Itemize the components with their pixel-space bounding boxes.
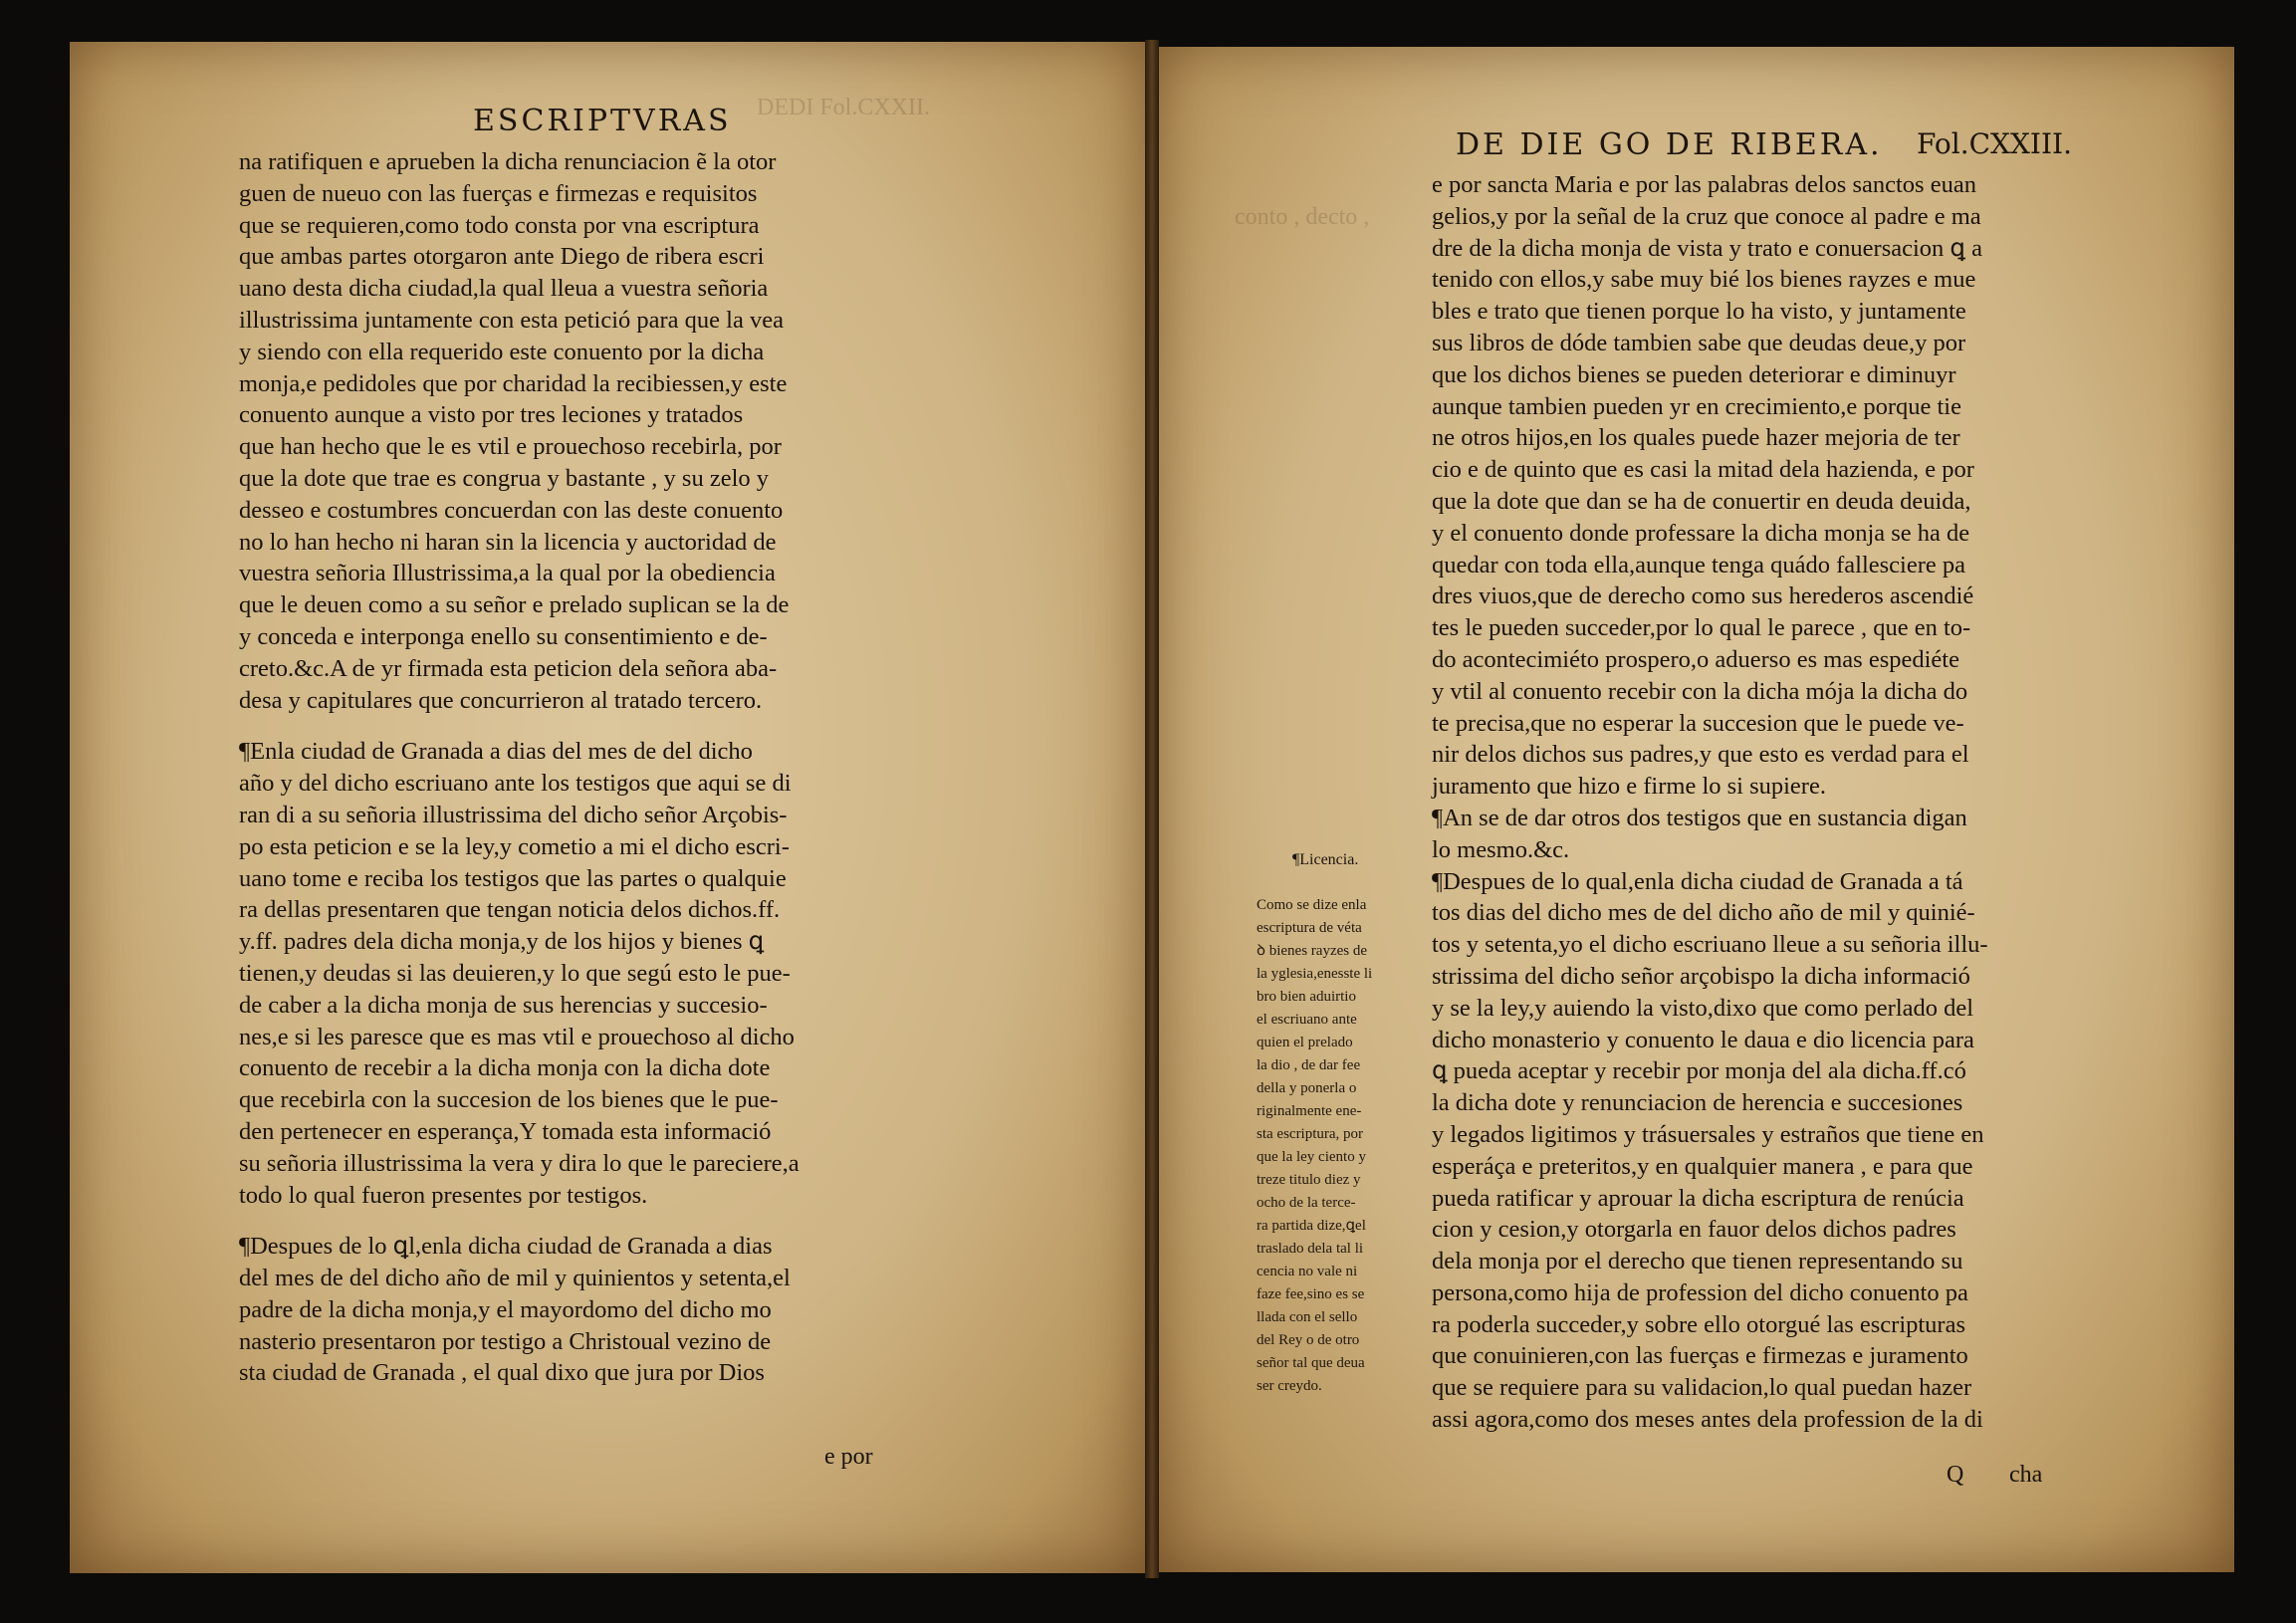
text-line: assi agora,como dos meses antes dela profession de la di [1432,1406,1983,1434]
text-line: strissima del dicho señor arçobispo la dicha informació [1432,962,1970,990]
text-line: tienen,y deudas si las deuieren,y lo que segú esto le pue- [239,959,791,987]
text-line: la dicha dote y renunciacion de herencia e succesiones [1432,1089,1963,1117]
text-line: que han hecho que le es vtil e prouechoso recebirla, por [239,433,782,461]
text-line: conuento de recebir a la dicha monja con la dicha dote [239,1054,771,1082]
text-line: ra dellas presentaren que tengan noticia delos dichos.ff. [239,896,781,924]
marginal-line: ra partida dize,ꝗel [1257,1218,1366,1234]
marginal-line: del Rey o de otro [1257,1332,1360,1348]
text-line: sta ciudad de Granada , el qual dixo que jura por Dios [239,1359,765,1387]
text-line: lo mesmo.&c. [1432,835,1570,863]
text-line: uano tome e reciba los testigos que las partes o qualquie [239,864,787,892]
text-line: ra poderla succeder,y sobre ello otorgué las escripturas [1432,1310,1965,1338]
marginal-line: quien el prelado [1257,1035,1353,1050]
text-line: no lo han hecho ni haran sin la licencia y auctoridad de [239,528,777,556]
text-line: vuestra señoria Illustrissima,a la qual por la obediencia [239,560,776,587]
text-line: ¶Enla ciudad de Granada a dias del mes de del dicho [239,738,753,766]
marginal-line: el escriuano ante [1257,1012,1357,1028]
text-line: desseo e costumbres concuerdan con las deste conuento [239,496,784,524]
text-line: tenido con ellos,y sabe muy bié los bienes rayzes e mue [1432,266,1976,294]
text-line: dicho monasterio y conuento le daua e dio licencia para [1432,1026,1974,1053]
text-line: y conceda e interponga enello su consentimiento e de- [239,622,768,650]
text-line: do acontecimiéto prospero,o aduerso es mas espediéte [1432,645,1959,673]
text-line: sus libros de dóde tambien sabe que deudas deue,y por [1432,329,1966,356]
text-line: que los dichos bienes se pueden deteriorar e diminuyr [1432,360,1956,388]
text-line: uano desta dicha ciudad,la qual lleua a vuestra señoria [239,275,769,303]
text-line: y el conuento donde professare la dicha monja se ha de [1432,519,1970,547]
marginal-line: escriptura de véta [1257,920,1362,936]
text-line: ne otros hijos,en los quales puede hazer mejoria de ter [1432,424,1960,452]
text-line: conuento aunque a visto por tres leciones y tratados [239,401,744,429]
text-line: quedar con toda ella,aunque tenga quádo fallesciere pa [1432,551,1966,579]
text-line: ¶Despues de lo ꝗl,enla dicha ciudad de Granada a dias [239,1233,773,1261]
text-line: cion y cesion,y otorgarla en fauor delos dichos padres [1432,1216,1956,1244]
text-line: pueda ratificar y aprouar la dicha escriptura de renúcia [1432,1184,1964,1212]
marginal-line: que la ley ciento y [1257,1149,1366,1165]
text-line: na ratifiquen e aprueben la dicha renunciacion ẽ la otor [239,148,777,175]
text-line: ran di a su señoria illustrissima del dicho señor Arçobis- [239,801,788,828]
text-line: que conuinieren,con las fuerças e firmezas e juramento [1432,1342,1968,1370]
text-line: todo lo qual fueron presentes por testigos. [239,1181,648,1209]
text-line: de caber a la dicha monja de sus herencias y succesio- [239,991,768,1019]
marginal-line: ocho de la terce- [1257,1195,1356,1211]
text-line: den pertenecer en esperança,Y tomada esta informació [239,1117,772,1145]
show-through-text-right: conto , decto , [1235,204,1370,230]
text-line: que le deuen como a su señor e prelado suplican se la de [239,591,790,619]
text-line: dela monja por el derecho que tienen representando su [1432,1248,1963,1275]
text-line: dre de la dicha monja de vista y trato e conuersacion ꝗ a [1432,234,1982,262]
text-line: po esta peticion e se la ley,y cometio a mi el dicho escri- [239,832,790,860]
text-line: y vtil al conuento recebir con la dicha mója la dicha do [1432,677,1968,705]
text-line: persona,como hija de profession del dicho conuento pa [1432,1278,1968,1306]
marginal-line: bro bien aduirtio [1257,989,1356,1005]
text-line: nes,e si les paresce que es mas vtil e prouechoso al dicho [239,1023,795,1050]
marginal-line: la yglesia,enesste li [1257,966,1373,982]
text-line: gelios,y por la señal de la cruz que conoce al padre e ma [1432,202,1981,230]
text-line: tos dias del dicho mes de del dicho año de mil y quinié- [1432,899,1975,927]
marginal-note [1257,894,1372,1398]
text-line: desa y capitulares que concurrieron al tratado tercero. [239,686,763,714]
catchword-left: e por [824,1444,873,1470]
text-line: padre de la dicha monja,y el mayordomo del dicho mo [239,1295,772,1323]
text-line: nir delos dichos sus padres,y que esto es verdad para el [1432,741,1969,769]
text-line: ¶An se de dar otros dos testigos que en sustancia digan [1432,804,1967,831]
text-line: dres viuos,que de derecho como sus herederos ascendié [1432,582,1974,610]
text-line: que la dote que trae es congrua y bastante , y su zelo y [239,464,770,492]
marginal-line: señor tal que deua [1257,1355,1365,1371]
text-line: y se la ley,y auiendo la visto,dixo que como perlado del [1432,994,1974,1022]
text-line: nasterio presentaron por testigo a Christoual vezino de [239,1327,772,1355]
text-line: juramento que hizo e firme lo si supiere. [1432,773,1826,801]
text-line: tes le pueden succeder,por lo qual le parece , que en to- [1432,614,1971,642]
book-gutter [1145,40,1159,1578]
catchword-mark: Q [1947,1462,1964,1488]
marginal-line: traslado dela tal li [1257,1241,1364,1257]
marginal-line: ꝺ bienes rayzes de [1257,943,1368,959]
marginal-line: cencia no vale ni [1257,1264,1358,1279]
text-line: su señoria illustrissima la vera y dira lo que le pareciere,a [239,1149,800,1177]
paragraph-3 [239,1231,800,1389]
paragraph-2 [239,736,800,1211]
text-line: ꝗ pueda aceptar y recebir por monja del ala dicha.ff.có [1432,1057,1966,1085]
text-line: te precisa,que no esperar la succesion que le puede ve- [1432,709,1964,737]
marginal-line: riginalmente ene- [1257,1103,1362,1119]
text-line: y siendo con ella requerido este conuento por la dicha [239,338,765,365]
folio-number: Fol.CXXIII. [1917,127,2072,160]
left-text-block [239,146,800,1389]
marginal-line: della y ponerla o [1257,1080,1357,1096]
text-line: guen de nueuo con las fuerças e firmezas e requisitos [239,179,758,207]
text-line: aunque tambien pueden yr en crecimiento,e porque tie [1432,392,1961,420]
marginal-line: la dio , de dar fee [1257,1057,1361,1073]
text-line: tos y setenta,yo el dicho escriuano lleue a su señoria illu- [1432,931,1988,959]
text-line: y.ff. padres dela dicha monja,y de los hijos y bienes ꝗ [239,928,765,956]
text-line: creto.&c.A de yr firmada esta peticion dela señora aba- [239,654,778,682]
text-line: illustrissima juntamente con esta petició para que la vea [239,306,784,334]
text-line: que se requieren,como todo consta por vna escriptura [239,211,760,239]
text-line: que se requiere para su validacion,lo qual puedan hazer [1432,1374,1972,1402]
catchword-right: cha [2009,1462,2043,1488]
text-line: que recebirla con la succesion de los bienes que le pue- [239,1086,779,1114]
text-line: del mes de del dicho año de mil y quinientos y setenta,el [239,1265,791,1292]
marginal-line: llada con el sello [1257,1309,1358,1325]
text-line: ¶Despues de lo qual,enla dicha ciudad de Granada a tá [1432,867,1963,895]
marginal-line: Como se dize enla [1257,897,1367,913]
text-line: e por sancta Maria e por las palabras delos sanctos euan [1432,171,1976,198]
marginal-line: sta escriptura, por [1257,1126,1364,1142]
show-through-text: DEDI Fol.CXXII. [757,95,930,120]
paragraph-1 [239,146,800,716]
marginal-heading: ¶Licencia. [1292,851,1359,868]
text-line: y legados ligitimos y trásuersales y estraños que tiene en [1432,1120,1984,1148]
running-head-right: DE DIE GO DE RIBERA. [1456,127,1883,162]
right-text-block [1432,169,1988,1436]
text-line: bles e trato que tienen porque lo ha visto, y juntamente [1432,298,1966,326]
text-line: año y del dicho escriuano ante los testigos que aqui se di [239,770,792,798]
text-line: cio e de quinto que es casi la mitad dela hazienda, e por [1432,456,1974,484]
marginal-line: faze fee,sino es se [1257,1286,1365,1302]
text-line: que la dote que dan se ha de conuertir en deuda deuida, [1432,487,1971,515]
marginal-line: ser creydo. [1257,1378,1322,1394]
marginal-line: treze titulo diez y [1257,1172,1361,1188]
text-line: esperáça e preteritos,y en qualquier manera , e para que [1432,1152,1973,1180]
text-line: monja,e pedidoles que por charidad la recibiessen,y este [239,369,788,397]
running-head-left: ESCRIPTVRAS [473,104,732,138]
text-line: que ambas partes otorgaron ante Diego de ribera escri [239,243,765,271]
